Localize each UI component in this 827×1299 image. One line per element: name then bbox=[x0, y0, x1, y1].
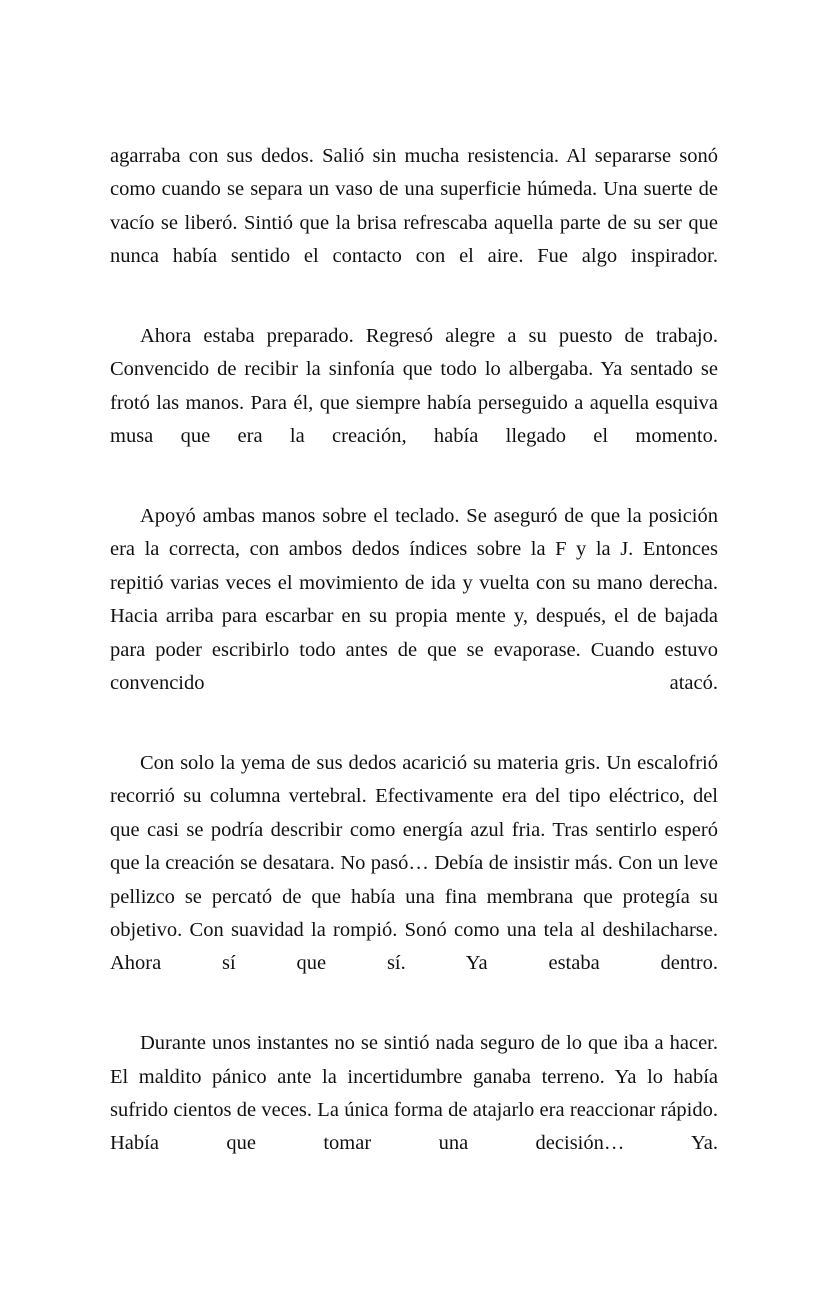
paragraph-5: Durante unos instantes no se sintió nada seguro de lo que iba a hacer. El maldito pánico ante la incertidumbre ganaba terreno. Ya lo había sufrido cientos de veces. La única forma de atajarlo era reaccionar rápido. Había que tomar una decisión… Ya. bbox=[110, 1032, 718, 1155]
paragraph-1: agarraba con sus dedos. Salió sin mucha resistencia. Al separarse sonó como cuando se separa un vaso de una superficie húmeda. Una suerte de vacío se liberó. Sintió que la brisa refrescaba aquella parte de su ser que nunca había sentido el contacto con el aire. Fue algo inspirador. bbox=[110, 145, 718, 268]
paragraph-2: Ahora estaba preparado. Regresó alegre a su puesto de trabajo. Convencido de recibir la sinfonía que todo lo albergaba. Ya sentado se frotó las manos. Para él, que siempre había perseguido a aquella esquiva musa que era la creación, había llegado el momento. bbox=[110, 325, 718, 448]
body-text bbox=[110, 140, 718, 1194]
paragraph-3: Apoyó ambas manos sobre el teclado. Se aseguró de que la posición era la correcta, con ambos dedos índices sobre la F y la J. Entonces repitió varias veces el movimiento de ida y vuelta con su mano derecha. Hacia arriba para escarbar en su propia mente y, después, el de bajada para poder escribirlo todo antes de que se evaporase. Cuando estuvo convencido atacó. bbox=[110, 505, 718, 695]
paragraph-4: Con solo la yema de sus dedos acarició su materia gris. Un escalofrió recorrió su columna vertebral. Efectivamente era del tipo eléctrico, del que casi se podría describir como energía azul fria. Tras sentirlo esperó que la creación se desatara. No pasó… Debía de insistir más. Con un leve pellizco se percató de que había una fina membrana que protegía su objetivo. Con suavidad la rompió. Sonó como una tela al deshilacharse. Ahora sí que sí. Ya estaba dentro. bbox=[110, 751, 718, 975]
